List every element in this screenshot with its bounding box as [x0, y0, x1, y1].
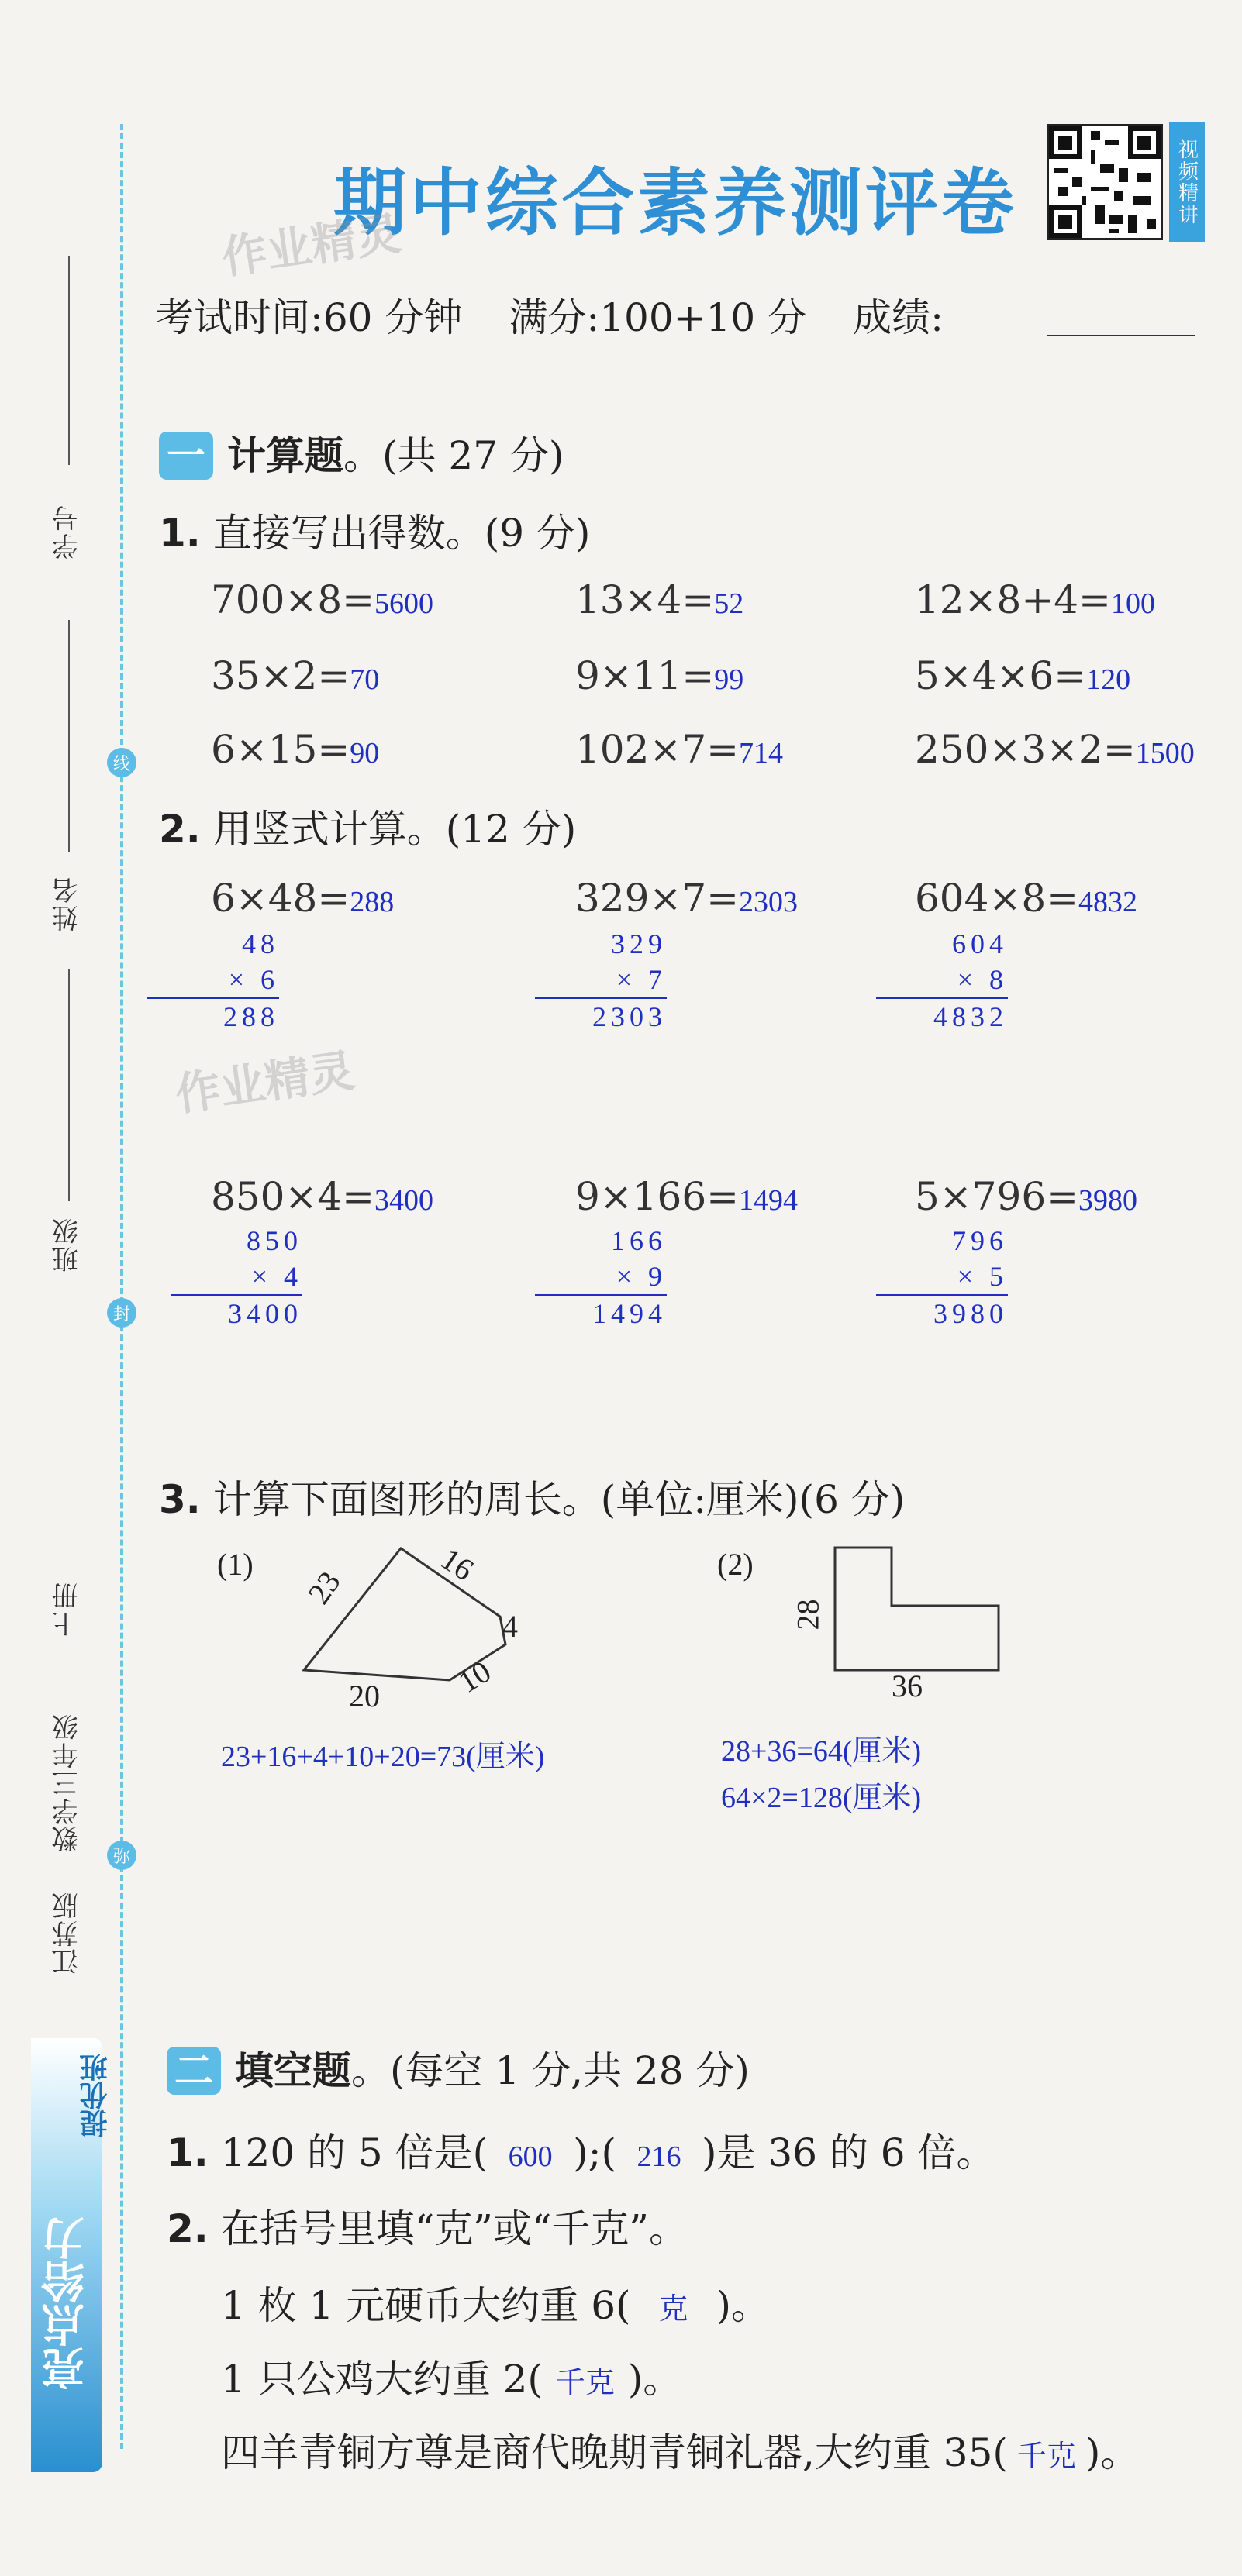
book-info-volume: 上册 — [52, 1581, 83, 1637]
field-xuehao-label: 学号 — [52, 504, 83, 560]
vertical-calc-expr: 329×7=2303 — [575, 876, 799, 921]
qr-code-icon — [1049, 126, 1161, 238]
q2-2-line2: 1 只公鸡大约重 2( 千克 )。 — [221, 2357, 682, 2402]
q-text: 直接写出得数。(9 分) — [212, 511, 591, 556]
oral-calc-item: 5×4×6=120 — [915, 653, 1131, 698]
section2-subtitle: 。(每空 1 分,共 28 分) — [351, 2048, 750, 2093]
q-number: 2. — [167, 2206, 209, 2251]
side-label: 20 — [349, 1679, 380, 1713]
q-number: 1. — [167, 2130, 209, 2175]
oral-calc-item: 700×8=5600 — [211, 577, 434, 622]
q-text: 在括号里填“克”或“千克”。 — [220, 2206, 688, 2251]
brand-tiyouban: 提优班 — [80, 2054, 112, 2137]
q-text: 计算下面图形的周长。(单位:厘米)(6 分) — [212, 1477, 906, 1522]
brand-logo-text: 亮点给力 — [41, 2216, 91, 2390]
exam-score-label: 成绩: — [853, 295, 944, 340]
vertical-calc-expr: 9×166=1494 — [575, 1174, 799, 1219]
vertical-calc: 166 × 9 1494 — [535, 1223, 667, 1330]
oral-calc-item: 102×7=714 — [575, 727, 784, 772]
side-label: 10 — [452, 1653, 497, 1700]
side-label: 23 — [301, 1565, 347, 1610]
vertical-calc-expr: 5×796=3980 — [915, 1174, 1138, 1219]
vertical-calc: 604 × 8 4832 — [876, 926, 1008, 1033]
binding-dashed-line — [120, 124, 123, 2449]
q-number: 1. — [159, 511, 201, 556]
exam-time: 考试时间:60 分钟 — [155, 295, 463, 340]
side-label: 28 — [790, 1599, 826, 1631]
section1-subtitle: 。(共 27 分) — [343, 433, 564, 478]
oral-calc-item: 6×15=90 — [211, 727, 380, 772]
q1-2-prompt — [159, 798, 576, 854]
qr-video-tag[interactable]: 视频精讲 — [1169, 122, 1205, 242]
exam-info — [155, 287, 944, 343]
figure2-label: (2) — [717, 1547, 754, 1582]
score-fill-line[interactable] — [1047, 335, 1195, 336]
qr-code[interactable] — [1047, 124, 1163, 240]
book-info-edition: 江苏版 — [52, 1891, 83, 1975]
page-title: 期中综合素养测评卷 — [333, 161, 1018, 246]
vertical-calc-expr: 850×4=3400 — [211, 1174, 434, 1219]
vertical-calc-expr: 604×8=4832 — [915, 876, 1138, 921]
oral-calc-item: 13×4=52 — [575, 577, 744, 622]
xingming-fill-line — [68, 620, 70, 852]
banji-fill-line — [68, 969, 70, 1201]
oral-calc-item: 12×8+4=100 — [915, 577, 1155, 622]
q1-1-prompt — [159, 502, 590, 558]
l-shape-figure — [830, 1542, 1008, 1674]
section2-number: 二 — [167, 2047, 221, 2095]
badge-xian: 线 — [107, 748, 136, 777]
side-label: 36 — [892, 1669, 923, 1703]
vertical-calc: 329 × 7 2303 — [535, 926, 667, 1033]
section1-heading — [159, 425, 564, 480]
q-number: 2. — [159, 807, 201, 852]
side-label: 4 — [502, 1609, 518, 1644]
vertical-calc: 48 × 6 288 — [147, 926, 279, 1033]
fill-blank[interactable]: 千克 — [1016, 2440, 1076, 2473]
oral-calc-item: 9×11=99 — [575, 653, 744, 698]
field-xingming-label: 姓名 — [52, 876, 83, 932]
section1-number: 一 — [159, 432, 213, 480]
side-label: 16 — [434, 1541, 481, 1588]
q-number: 3. — [159, 1477, 201, 1522]
figure1-label: (1) — [217, 1547, 254, 1582]
q1-3-prompt — [159, 1469, 905, 1524]
q2-2-line3: 四羊青铜方尊是商代晚期青铜礼器,大约重 35( 千克 )。 — [221, 2430, 1140, 2475]
oral-calc-item: 35×2=70 — [211, 653, 380, 698]
vertical-calc-expr: 6×48=288 — [211, 876, 395, 921]
watermark-middle: 作业精灵 — [172, 1044, 358, 1121]
fill-blank[interactable]: 216 — [637, 2140, 681, 2173]
fill-blank[interactable]: 克 — [658, 2293, 688, 2326]
xuehao-fill-line — [68, 256, 70, 465]
fill-blank[interactable]: 600 — [508, 2140, 553, 2173]
exam-full-score: 满分:100+10 分 — [509, 295, 807, 340]
q-text: 用竖式计算。(12 分) — [212, 807, 577, 852]
book-info-grade: 数学三年级 — [52, 1713, 83, 1852]
field-banji-label: 班级 — [52, 1217, 83, 1273]
q2-1-line: 1. 120 的 5 倍是( 600 );( 216 )是 36 的 6 倍。 — [167, 2130, 995, 2175]
figure1-answer: 23+16+4+10+20=73(厘米) — [221, 1741, 545, 1773]
section1-title: 计算题 — [227, 433, 343, 478]
fill-blank[interactable]: 千克 — [555, 2367, 615, 2399]
watermark-top: 作业精灵 — [219, 207, 405, 284]
badge-mi: 弥 — [107, 1841, 136, 1870]
q2-2-line1: 1 枚 1 元硬币大约重 6( 克 )。 — [221, 2283, 771, 2328]
badge-feng: 封 — [107, 1298, 136, 1328]
figure2-answer-line2: 64×2=128(厘米) — [721, 1782, 922, 1814]
oral-calc-item: 250×3×2=1500 — [915, 727, 1195, 772]
section2-heading — [167, 2040, 750, 2096]
q2-2-prompt — [167, 2198, 688, 2254]
section2-title: 填空题 — [235, 2048, 351, 2093]
figure2-answer-line1: 28+36=64(厘米) — [721, 1735, 922, 1768]
vertical-calc: 850 × 4 3400 — [171, 1223, 302, 1330]
vertical-calc: 796 × 5 3980 — [876, 1223, 1008, 1330]
